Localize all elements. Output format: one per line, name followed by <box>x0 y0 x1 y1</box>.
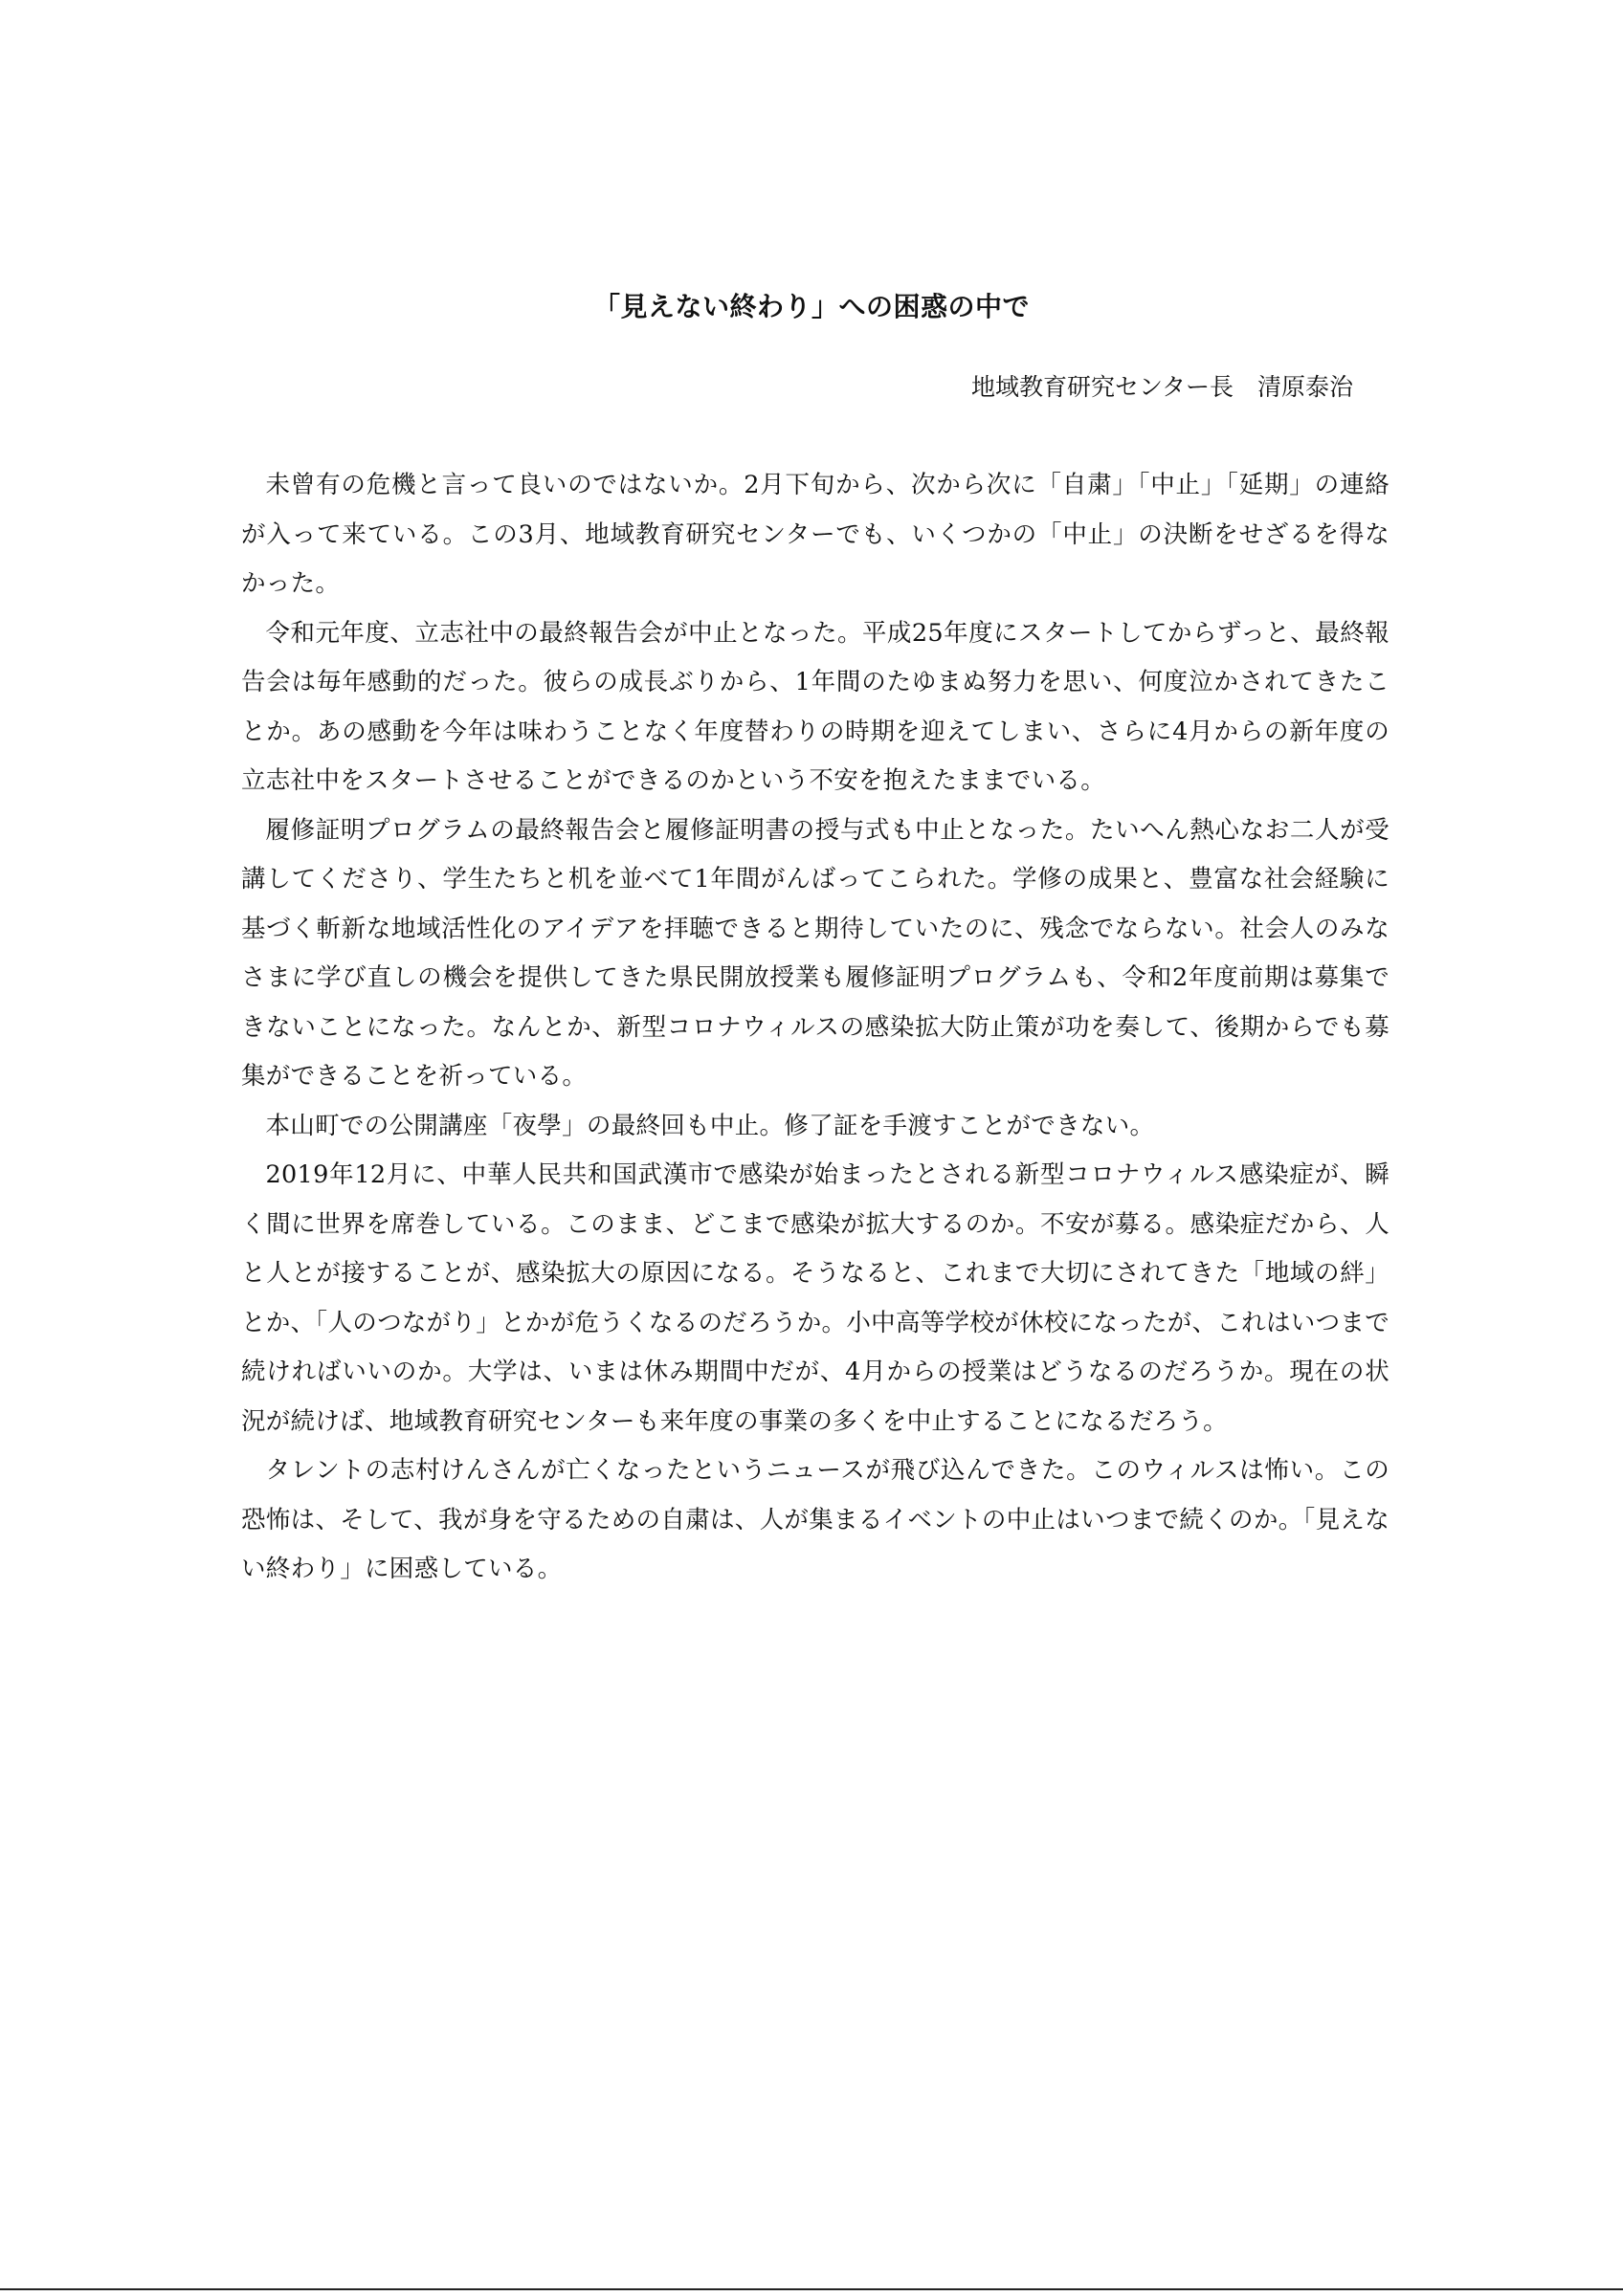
paragraph: 本山町での公開講座「夜學」の最終回も中止。修了証を手渡すことができない。 <box>265 1111 1155 1140</box>
author-line: 地域教育研究センター長 清原泰治 <box>970 373 1353 401</box>
article-body <box>241 461 1390 1595</box>
paragraph: 未曾有の危機と言って良いのではないか。2月下旬から、次から次に「自粛」「中止」「延期」の連絡が入って来ている。この3月、地域教育研究センターでも、いくつかの「中止」の決断をせざるを得なかった。 <box>241 471 1390 598</box>
paragraph: 2019年12月に、中華人民共和国武漢市で感染が始まったとされる新型コロナウィルス感染症が、瞬く間に世界を席巻している。このまま、どこまで感染が拡大するのか。不安が募る。感染症だから、人と人とが接することが、感染拡大の原因になる。そうなると、これまで大切にされてきた「地域の絆」とか、「人のつながり」とかが危うくなるのだろうか。小中高等学校が休校になったが、これはいつまで続ければいいのか。大学は、いまは休み期間中だが、4月からの授業はどうなるのだろうか。現在の状況が続けば、地域教育研究センターも来年度の事業の多くを中止することになるだろう。 <box>241 1160 1390 1436</box>
paragraph: タレントの志村けんさんが亡くなったというニュースが飛び込んできた。このウィルスは怖い。この恐怖は、そして、我が身を守るための自粛は、人が集まるイベントの中止はいつまで続くのか。「見えない終わり」に困惑している。 <box>241 1456 1390 1583</box>
paragraph: 令和元年度、立志社中の最終報告会が中止となった。平成25年度にスタートしてからずっと、最終報告会は毎年感動的だった。彼らの成長ぶりから、1年間のたゆまぬ努力を思い、何度泣かされてきたことか。あの感動を今年は味わうことなく年度替わりの時期を迎えてしまい、さらに4月からの新年度の立志社中をスタートさせることができるのかという不安を抱えたままでいる。 <box>241 618 1390 795</box>
bottom-border-line <box>0 2288 1623 2290</box>
page-title: 「見えない終わり」への困惑の中で <box>592 290 1030 322</box>
paragraph: 履修証明プログラムの最終報告会と履修証明書の授与式も中止となった。たいへん熱心なお二人が受講してくださり、学生たちと机を並べて1年間がんばってこられた。学修の成果と、豊富な社会経験に基づく斬新な地域活性化のアイデアを拝聴できると期待していたのに、残念でならない。社会人のみなさまに学び直しの機会を提供してきた県民開放授業も履修証明プログラムも、令和2年度前期は募集できないことになった。なんとか、新型コロナウィルスの感染拡大防止策が功を奏して、後期からでも募集ができることを祈っている。 <box>241 815 1390 1091</box>
